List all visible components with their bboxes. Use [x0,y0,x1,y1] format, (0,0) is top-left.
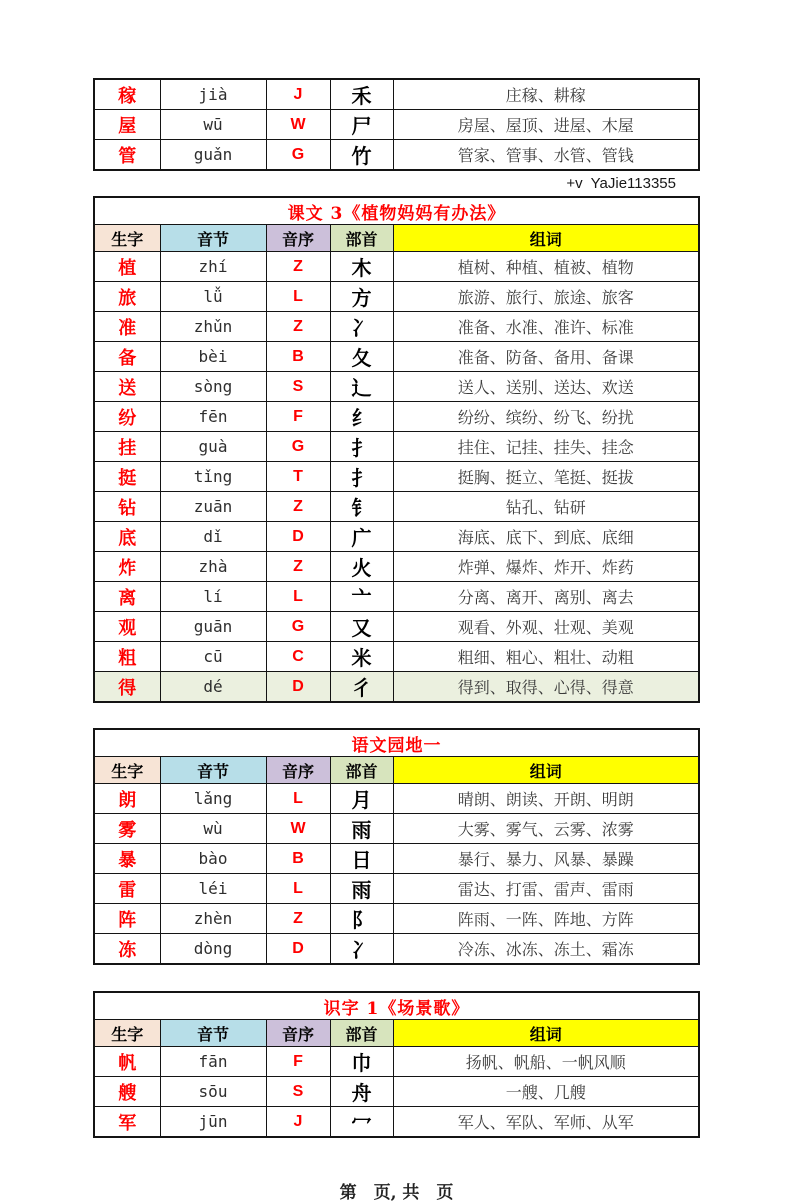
words-cell: 阵雨、一阵、阵地、方阵 [393,904,699,934]
pinyin-cell: wù [160,814,266,844]
words-cell: 观看、外观、壮观、美观 [393,612,699,642]
character-row [94,582,699,612]
initial-cell: C [266,642,330,672]
hanzi-cell: 雾 [94,814,160,844]
words-cell: 钻孔、钻研 [393,492,699,522]
words-cell: 暴行、暴力、风暴、暴躁 [393,844,699,874]
words-cell: 庄稼、耕稼 [393,79,699,110]
worksheet-page [0,78,793,1203]
character-row [94,372,699,402]
radical-cell: 火 [330,552,393,582]
character-row [94,642,699,672]
character-row [94,462,699,492]
hanzi-cell: 挺 [94,462,160,492]
words-cell: 挺胸、挺立、笔挺、挺拔 [393,462,699,492]
hanzi-cell: 备 [94,342,160,372]
radical-cell: 纟 [330,402,393,432]
words-cell: 炸弹、爆炸、炸开、炸药 [393,552,699,582]
pinyin-cell: sòng [160,372,266,402]
initial-cell: Z [266,252,330,282]
initial-cell: S [266,372,330,402]
pinyin-cell: bào [160,844,266,874]
column-header-bushou: 部首 [330,757,393,784]
column-header-shengzi: 生字 [94,225,160,252]
radical-cell: 尸 [330,110,393,140]
character-row [94,1077,699,1107]
hanzi-cell: 军 [94,1107,160,1138]
words-cell: 海底、底下、到底、底细 [393,522,699,552]
initial-cell: Z [266,552,330,582]
pinyin-cell: tǐng [160,462,266,492]
words-cell: 准备、水准、准许、标准 [393,312,699,342]
pinyin-cell: fēn [160,402,266,432]
radical-cell: 扌 [330,462,393,492]
initial-cell: W [266,814,330,844]
pinyin-cell: léi [160,874,266,904]
words-cell: 扬帆、帆船、一帆风顺 [393,1047,699,1077]
words-cell: 一艘、几艘 [393,1077,699,1107]
hanzi-cell: 粗 [94,642,160,672]
initial-cell: W [266,110,330,140]
radical-cell: 阝 [330,904,393,934]
column-header-zuci: 组词 [393,1020,699,1047]
character-row [94,432,699,462]
table-garden1 [93,728,700,965]
radical-cell: 冫 [330,934,393,965]
hanzi-cell: 送 [94,372,160,402]
initial-cell: J [266,79,330,110]
words-cell: 得到、取得、心得、得意 [393,672,699,703]
initial-cell: D [266,522,330,552]
pinyin-cell: zuān [160,492,266,522]
column-header-bushou: 部首 [330,225,393,252]
character-row [94,844,699,874]
section-title: 识字 1《场景歌》 [94,992,699,1020]
pinyin-cell: guǎn [160,140,266,171]
column-header-yinxu: 音序 [266,757,330,784]
initial-cell: J [266,1107,330,1138]
words-cell: 军人、军队、军师、从军 [393,1107,699,1138]
words-cell: 植树、种植、植被、植物 [393,252,699,282]
column-header-zuci: 组词 [393,757,699,784]
radical-cell: 巾 [330,1047,393,1077]
pinyin-cell: sōu [160,1077,266,1107]
hanzi-cell: 暴 [94,844,160,874]
character-row [94,522,699,552]
radical-cell: 禾 [330,79,393,110]
initial-cell: Z [266,492,330,522]
hanzi-cell: 帆 [94,1047,160,1077]
character-row [94,672,699,703]
character-row [94,140,699,171]
radical-cell: 竹 [330,140,393,171]
initial-cell: Z [266,904,330,934]
radical-cell: 雨 [330,874,393,904]
hanzi-cell: 管 [94,140,160,171]
initial-cell: B [266,844,330,874]
column-header-bushou: 部首 [330,1020,393,1047]
character-row [94,934,699,965]
column-header-shengzi: 生字 [94,1020,160,1047]
initial-cell: L [266,582,330,612]
character-row [94,252,699,282]
hanzi-cell: 朗 [94,784,160,814]
initial-cell: L [266,784,330,814]
initial-cell: D [266,672,330,703]
initial-cell: S [266,1077,330,1107]
hanzi-cell: 阵 [94,904,160,934]
character-row [94,1107,699,1138]
radical-cell: 方 [330,282,393,312]
words-cell: 粗细、粗心、粗壮、动粗 [393,642,699,672]
initial-cell: G [266,432,330,462]
initial-cell: T [266,462,330,492]
character-row [94,814,699,844]
character-row [94,110,699,140]
column-header-yinjie: 音节 [160,225,266,252]
section-title: 课文 3《植物妈妈有办法》 [94,197,699,225]
column-header-yinjie: 音节 [160,1020,266,1047]
words-cell: 挂住、记挂、挂失、挂念 [393,432,699,462]
pinyin-cell: lí [160,582,266,612]
radical-cell: 木 [330,252,393,282]
initial-cell: G [266,612,330,642]
radical-cell: 辶 [330,372,393,402]
hanzi-cell: 观 [94,612,160,642]
pinyin-cell: dǐ [160,522,266,552]
character-row [94,874,699,904]
hanzi-cell: 纷 [94,402,160,432]
initial-cell: B [266,342,330,372]
radical-cell: 米 [330,642,393,672]
column-header-yinxu: 音序 [266,225,330,252]
radical-cell: 夂 [330,342,393,372]
pinyin-cell: guān [160,612,266,642]
words-cell: 雷达、打雷、雷声、雷雨 [393,874,699,904]
words-cell: 送人、送别、送达、欢送 [393,372,699,402]
pinyin-cell: jūn [160,1107,266,1138]
table-continued [93,78,700,171]
radical-cell: 日 [330,844,393,874]
words-cell: 晴朗、朗读、开朗、明朗 [393,784,699,814]
words-cell: 大雾、雾气、云雾、浓雾 [393,814,699,844]
pinyin-cell: zhǔn [160,312,266,342]
radical-cell: 冖 [330,1107,393,1138]
character-row [94,282,699,312]
character-row [94,79,699,110]
character-row [94,904,699,934]
radical-cell: 亠 [330,582,393,612]
pinyin-cell: guà [160,432,266,462]
radical-cell: 又 [330,612,393,642]
hanzi-cell: 旅 [94,282,160,312]
character-row [94,492,699,522]
pinyin-cell: cū [160,642,266,672]
radical-cell: 冫 [330,312,393,342]
character-row [94,402,699,432]
hanzi-cell: 离 [94,582,160,612]
hanzi-cell: 艘 [94,1077,160,1107]
pinyin-cell: wū [160,110,266,140]
words-cell: 准备、防备、备用、备课 [393,342,699,372]
hanzi-cell: 钻 [94,492,160,522]
column-header-shengzi: 生字 [94,757,160,784]
words-cell: 管家、管事、水管、管钱 [393,140,699,171]
initial-cell: F [266,1047,330,1077]
page-footer: 第 页, 共 页 [339,1183,454,1203]
radical-cell: 广 [330,522,393,552]
column-header-zuci: 组词 [393,225,699,252]
hanzi-cell: 植 [94,252,160,282]
words-cell: 房屋、屋顶、进屋、木屋 [393,110,699,140]
column-header-yinjie: 音节 [160,757,266,784]
initial-cell: D [266,934,330,965]
character-row [94,784,699,814]
radical-cell: 钅 [330,492,393,522]
watermark-text: +v YaJie113355 [566,175,676,192]
initial-cell: L [266,282,330,312]
initial-cell: F [266,402,330,432]
column-header-yinxu: 音序 [266,1020,330,1047]
initial-cell: Z [266,312,330,342]
words-cell: 冷冻、冰冻、冻土、霜冻 [393,934,699,965]
words-cell: 旅游、旅行、旅途、旅客 [393,282,699,312]
pinyin-cell: jià [160,79,266,110]
character-row [94,312,699,342]
initial-cell: G [266,140,330,171]
radical-cell: 月 [330,784,393,814]
radical-cell: 扌 [330,432,393,462]
character-row [94,552,699,582]
pinyin-cell: lǚ [160,282,266,312]
hanzi-cell: 屋 [94,110,160,140]
pinyin-cell: bèi [160,342,266,372]
radical-cell: 雨 [330,814,393,844]
pinyin-cell: dé [160,672,266,703]
hanzi-cell: 底 [94,522,160,552]
pinyin-cell: fān [160,1047,266,1077]
pinyin-cell: lǎng [160,784,266,814]
table-lesson3 [93,196,700,703]
words-cell: 纷纷、缤纷、纷飞、纷扰 [393,402,699,432]
words-cell: 分离、离开、离别、离去 [393,582,699,612]
character-row [94,342,699,372]
hanzi-cell: 准 [94,312,160,342]
hanzi-cell: 雷 [94,874,160,904]
section-title: 语文园地一 [94,729,699,757]
character-row [94,612,699,642]
character-row [94,1047,699,1077]
pinyin-cell: dòng [160,934,266,965]
radical-cell: 舟 [330,1077,393,1107]
initial-cell: L [266,874,330,904]
pinyin-cell: zhèn [160,904,266,934]
radical-cell: 彳 [330,672,393,703]
hanzi-cell: 冻 [94,934,160,965]
hanzi-cell: 得 [94,672,160,703]
hanzi-cell: 稼 [94,79,160,110]
table-shizi1 [93,991,700,1138]
hanzi-cell: 挂 [94,432,160,462]
pinyin-cell: zhà [160,552,266,582]
pinyin-cell: zhí [160,252,266,282]
hanzi-cell: 炸 [94,552,160,582]
